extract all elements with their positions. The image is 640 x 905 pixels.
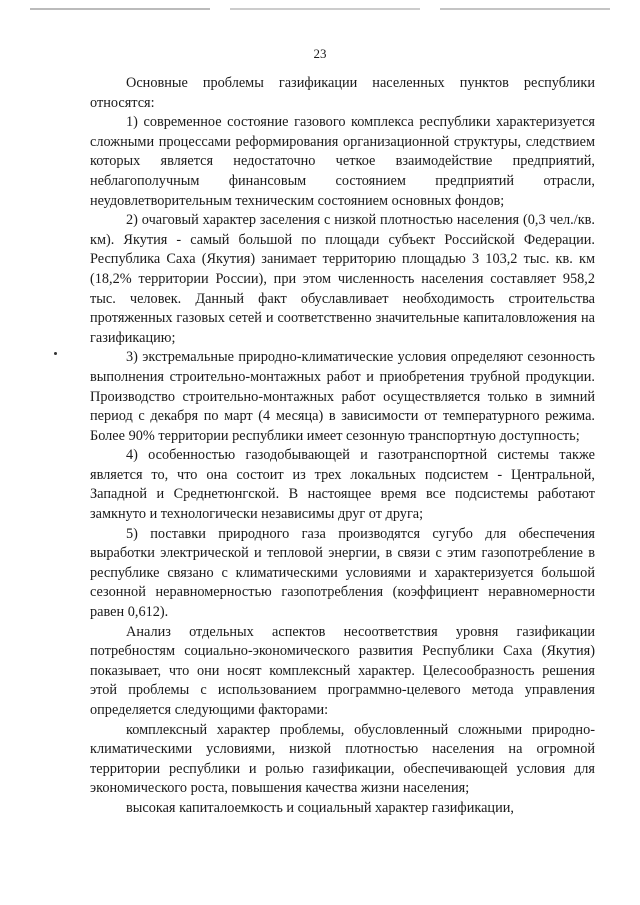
scan-speck — [54, 352, 57, 355]
page-number: 23 — [313, 46, 327, 61]
factor-item-1: комплексный характер проблемы, обусловленный сложными природно-климатическими условиями, низкой плотностью населения на огромной территории республики и ролью газификации, обеспечивающей условия для экономического роста, повышения качества жизни населения; — [90, 721, 595, 797]
scan-top-border — [0, 4, 640, 14]
factor-item-2: высокая капиталоемкость и социальный характер газификации, — [126, 799, 514, 816]
problem-item-1: 1) современное состояние газового комплекса республики характеризуется сложными процессами реформирования организационной структуры, следствием которых является недостаточно четкое взаимодействие предприятий, неблагополучным финансовым состоянием предприятий отрасли, неудовлетворительным техническим состоянием основных фондов; — [90, 114, 595, 209]
problem-item-5: 5) поставки природного газа производятся сугубо для обеспечения выработки электрической и тепловой энергии, в связи с этим газопотребление в республике связано с климатическими условиями и характеризуется большой сезонной неравномерностью газопотребления (коэффициент неравномерности равен 0,612). — [90, 525, 595, 621]
problem-item-2: 2) очаговый характер заселения с низкой плотностью населения (0,3 чел./кв. км). Якутия - самый большой по площади субъект Российской Федерации. Республика Саха (Якутия) занимает территорию площадью 3 103,2 тыс. кв. км (18,2% территории России), при этом численность населения составляет 958,2 тыс. человек. Данный факт обуславливает необходимость строительства протяженных газовых сетей и соответственно значительные капиталовложения на газификацию; — [90, 212, 595, 346]
problem-item-3: 3) экстремальные природно-климатические условия определяют сезонность выполнения строительно-монтажных работ и приобретения трубной продукции. Производство строительно-монтажных работ осуществляется только в зимний период с декабря по март (4 месяца) в зависимости от температурного режима. Более 90% территории республики имеет сезонную транспортную доступность; — [90, 349, 595, 444]
document-body — [90, 74, 595, 819]
intro-paragraph: Основные проблемы газификации населенных пунктов республики относятся: — [90, 75, 595, 111]
analysis-paragraph: Анализ отдельных аспектов несоответствия уровня газификации потребностям социально-экономического развития Республики Саха (Якутия) показывает, что они носят комплексный характер. Целесообразность решения этой проблемы с использованием программно-целевого метода управления определяется следующими факторами: — [90, 623, 595, 718]
problem-item-4: 4) особенностью газодобывающей и газотранспортной системы также является то, что она состоит из трех локальных подсистем - Центральной, Западной и Среднетюнгской. В настоящее время все подсистемы работают замкнуто и технологически независимы друг от друга; — [90, 447, 595, 523]
